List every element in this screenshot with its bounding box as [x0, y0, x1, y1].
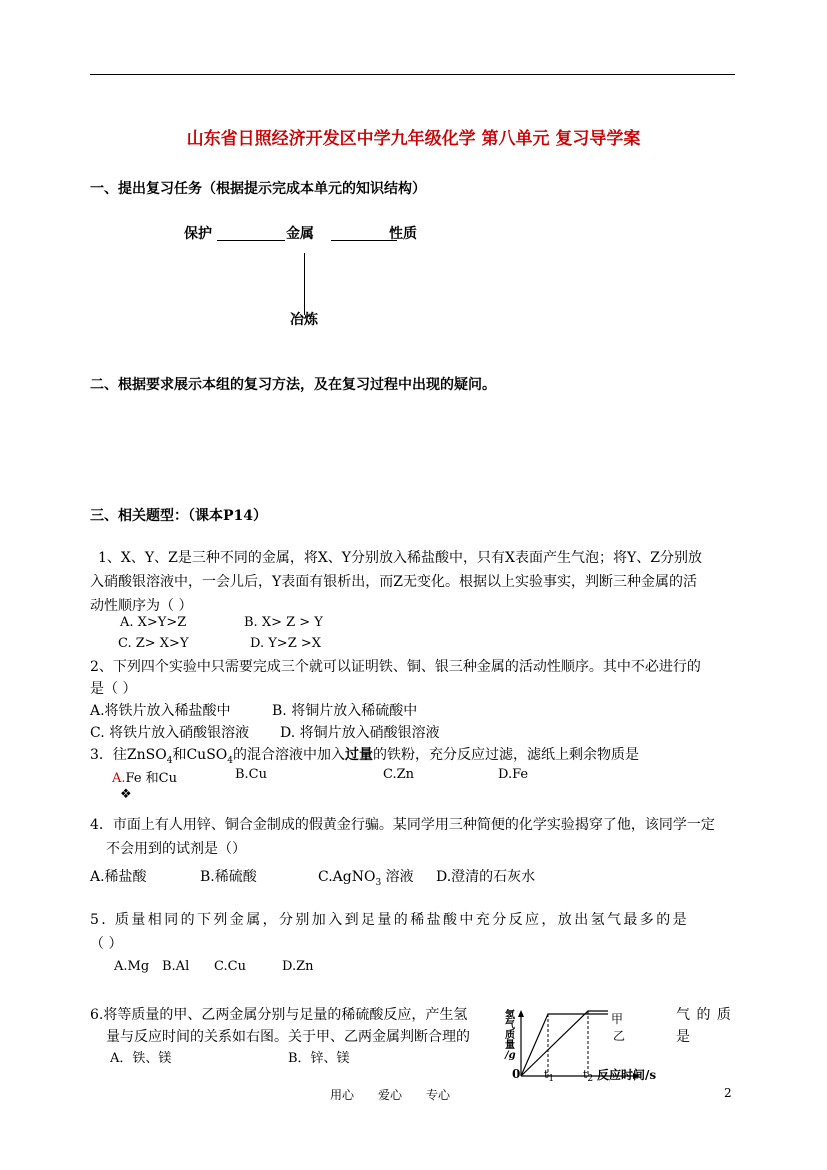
q6-line2a: 量与反应时间的关系如右图。关于甲、乙两金属判断合理的: [106, 1029, 470, 1045]
graph-ylabel: [505, 1011, 516, 1061]
footer-motto: 用心 爱心 专心: [330, 1088, 451, 1102]
q1-option-a: A. X>Y>Z: [120, 615, 187, 630]
q1-option-c: C. Z> X>Y: [118, 636, 189, 651]
q3-option-d: D.Fe: [498, 767, 529, 782]
diagram-metal: 金属: [286, 226, 314, 242]
graph-line-jia: [521, 1011, 608, 1076]
q3-option-c: C.Zn: [383, 767, 415, 782]
q4-option-d: D.澄清的石灰水: [436, 869, 536, 885]
q2-line2: 是（ ）: [90, 681, 137, 697]
q3-mid: 的混合溶液中加入: [233, 747, 345, 763]
q5-option-b: B.Al: [162, 959, 190, 974]
q6-option-a: A．铁、镁: [110, 1051, 172, 1066]
graph-label-jia: 甲: [611, 1012, 624, 1026]
section2-heading: 二、根据要求展示本组的复习方法，及在复习过程中出现的疑问。: [90, 377, 496, 393]
q2-option-d: D. 将铜片放入硝酸银溶液: [280, 725, 440, 741]
q4-option-c-a: C.AgNO: [318, 869, 376, 885]
q4-option-c-b: 溶液: [381, 869, 414, 885]
q6-line2b: 是: [676, 1029, 690, 1045]
q6-option-b: B．锌、镁: [288, 1051, 350, 1066]
q3-suffix: 的铁粉，充分反应过滤，滤纸上剩余物质是: [373, 747, 639, 763]
q3-option-a-letter: A.: [112, 771, 126, 786]
graph-t2-t: t: [583, 1068, 588, 1081]
q2-line1: 2、下列四个实验中只需要完成三个就可以证明铁、铜、银三种金属的活动性顺序。其中不必进行的: [90, 659, 701, 675]
graph-ylabel-2: 气: [505, 1020, 515, 1031]
graph-ylabel-1: 氢: [505, 1010, 515, 1021]
q4-line1: 4．市面上有人用锌、铜合金制成的假黄金行骗。某同学用三种简便的化学实验揭穿了他，该同学一定: [90, 817, 715, 833]
diagram-smelt: 冶炼: [290, 312, 318, 328]
graph-t2: [583, 1068, 593, 1084]
q4-line2: 不会用到的试剂是（）: [106, 841, 246, 857]
graph-yunit: /g: [505, 1050, 516, 1061]
q3-znso4: ZnSO: [126, 747, 167, 763]
graph-origin: 0: [512, 1067, 521, 1081]
graph-t1-t: t: [544, 1068, 549, 1081]
page-title: 山东省日照经济开发区中学九年级化学 第八单元 复习导学案: [186, 129, 641, 149]
page-number: 2: [724, 1086, 732, 1100]
q3-sub-4: 4: [166, 755, 173, 766]
header-rule: [90, 74, 735, 75]
q5-option-d: D.Zn: [282, 959, 314, 974]
q2-option-b: B. 将铜片放入稀硫酸中: [272, 703, 418, 719]
q3-cuso4: CuSO: [186, 747, 228, 763]
diagram-property: 性质: [389, 226, 417, 242]
q3-stem: [90, 744, 639, 766]
q3-prefix: 3．往: [90, 747, 127, 763]
q1-line3: 动性顺序为（ ）: [90, 598, 193, 614]
q3-option-a: [112, 767, 177, 786]
diagram-connector: [304, 253, 305, 315]
graph-ylabel-4: 量: [505, 1040, 515, 1051]
q3-bold-excess: 过量: [345, 747, 373, 763]
q5-option-a: A.Mg: [114, 959, 150, 974]
q2-option-c: C. 将铁片放入硝酸银溶液: [90, 725, 250, 741]
q4-option-c: [318, 866, 414, 888]
graph-xlabel: 反应时间/s: [597, 1068, 657, 1082]
graph-label-yi: 乙: [613, 1029, 626, 1043]
q3-option-b: B.Cu: [235, 767, 268, 782]
q5-option-c: C.Cu: [214, 959, 246, 974]
section3-heading: 三、相关题型：（课本P14）: [90, 508, 268, 524]
q5-line1: 5. 质量相同的下列金属，分别加入到足量的稀盐酸中充分反应，放出氢气最多的是: [90, 912, 690, 928]
q3-mark-icon: ❖: [120, 787, 132, 802]
diagram-protect: 保护: [184, 226, 212, 242]
q3-and: 和: [172, 747, 187, 763]
q1-option-d: D. Y>Z >X: [250, 636, 322, 651]
graph-t1: [544, 1068, 554, 1084]
q4-option-a: A.稀盐酸: [90, 869, 147, 885]
q3-option-a-text: Fe 和Cu: [125, 771, 177, 786]
diagram-blank-2: [331, 240, 397, 241]
section1-heading: 一、提出复习任务（根据提示完成本单元的知识结构）: [90, 181, 426, 197]
graph-y-arrow-icon: [518, 1010, 524, 1017]
q1-line2: 入硝酸银溶液中，一会儿后，Y表面有银析出，而Z无变化。根据以上实验事实，判断三种金属的活: [90, 574, 697, 590]
q4-option-c-sub: 3: [375, 877, 382, 888]
q5-line2: （ ）: [90, 936, 123, 952]
q2-option-a: A.将铁片放入稀盐酸中: [90, 703, 231, 719]
graph-line-yi: [521, 1014, 608, 1076]
graph-ylabel-3: 质: [505, 1030, 515, 1041]
graph-t1-sub: 1: [548, 1074, 555, 1085]
q6-line1a: 6.将等质量的甲、乙两金属分别与足量的稀硫酸反应，产生氢: [90, 1007, 468, 1023]
q4-option-b: B.稀硫酸: [200, 869, 257, 885]
q6-line1b: 气 的 质: [676, 1007, 731, 1023]
q3-sub-4b: 4: [227, 755, 233, 766]
graph-t2-sub: 2: [587, 1074, 594, 1085]
diagram-blank-1: [217, 240, 285, 241]
q1-option-b: B. X> Z > Y: [244, 615, 323, 630]
q1-line1: 1、X、Y、Z是三种不同的金属，将X、Y分别放入稀盐酸中，只有X表面产生气泡；将Y、Z分别放: [98, 550, 702, 566]
